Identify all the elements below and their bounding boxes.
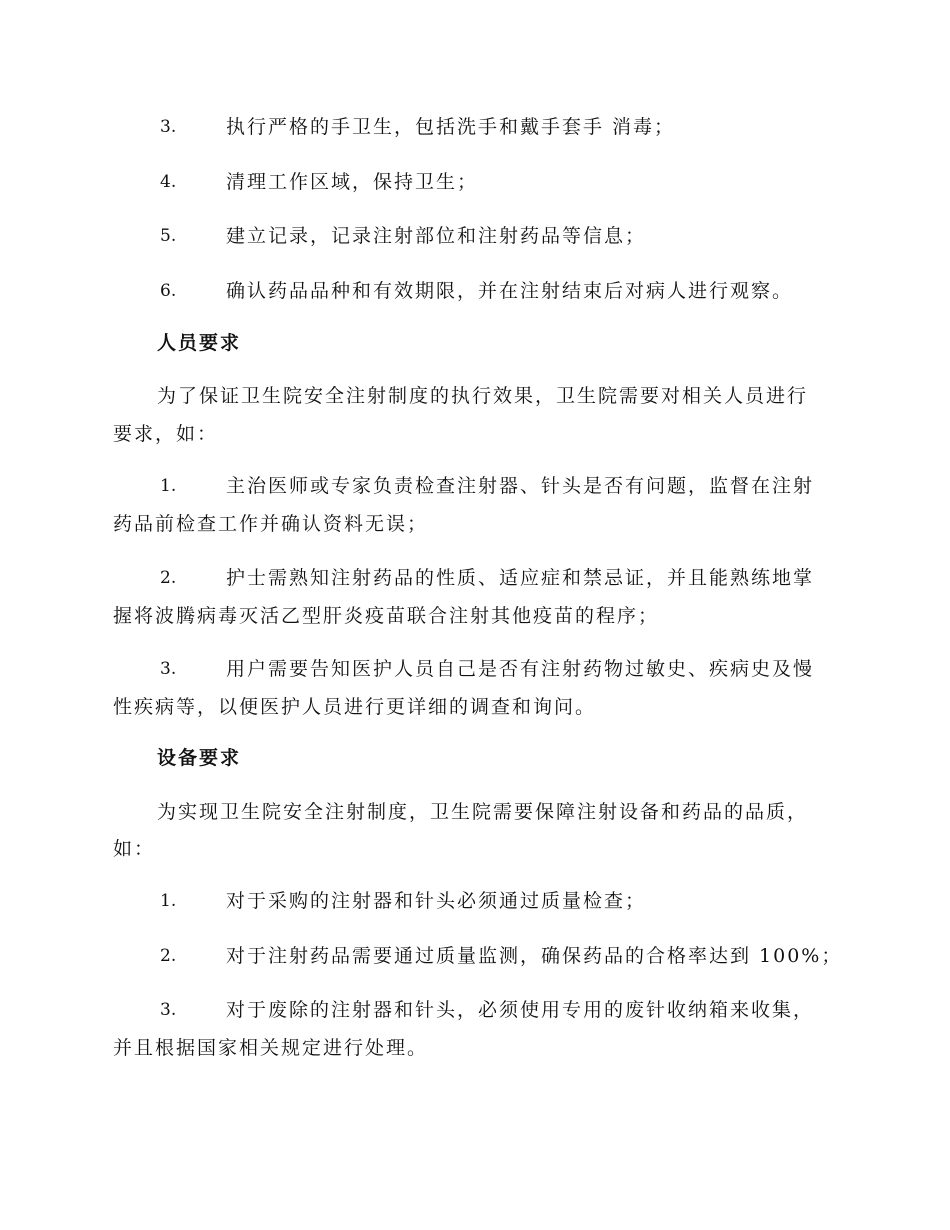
list-item-text: 对于注射药品需要通过质量监测，确保药品的合格率达到 100%；: [226, 945, 843, 967]
list-item-text-cont: 性疾病等，以便医护人员进行更详细的调查和询问。: [113, 696, 597, 718]
list-item-text: 护士需熟知注射药品的性质、适应症和禁忌证，并且能熟练地掌: [226, 567, 815, 589]
paragraph-line: 要求，如：: [113, 423, 219, 445]
section-heading-equipment: 设备要求: [157, 747, 242, 769]
list-item-text: 执行严格的手卫生，包括洗手和戴手套手 消毒；: [226, 116, 676, 138]
section-heading-personnel: 人员要求: [157, 332, 242, 354]
list-number: 4.: [160, 172, 177, 192]
list-number: 2.: [160, 946, 177, 966]
paragraph-line: 为实现卫生院安全注射制度，卫生院需要保障注射设备和药品的品质，: [157, 801, 809, 823]
list-item-text: 确认药品品种和有效期限，并在注射结束后对病人进行观察。: [226, 280, 794, 302]
list-item-text: 对于废除的注射器和针头，必须使用专用的废针收纳箱来收集，: [226, 999, 815, 1021]
paragraph-line: 为了保证卫生院安全注射制度的执行效果，卫生院需要对相关人员进行: [157, 385, 809, 407]
list-item-text-cont: 药品前检查工作并确认资料无误；: [113, 513, 429, 535]
list-number: 3.: [160, 659, 177, 679]
list-number: 1.: [160, 891, 177, 911]
list-number: 6.: [160, 281, 177, 301]
list-number: 1.: [160, 476, 177, 496]
list-item-text: 清理工作区域，保持卫生；: [226, 171, 479, 193]
list-number: 3.: [160, 117, 177, 137]
list-number: 3.: [160, 1000, 177, 1020]
list-item-text: 用户需要告知医护人员自己是否有注射药物过敏史、疾病史及慢: [226, 658, 815, 680]
list-item-text-cont: 握将波腾病毒灭活乙型肝炎疫苗联合注射其他疫苗的程序；: [113, 605, 660, 627]
list-item-text: 对于采购的注射器和针头必须通过质量检查；: [226, 890, 647, 912]
paragraph-line: 如：: [113, 838, 156, 860]
list-number: 5.: [160, 226, 177, 246]
list-item-text: 建立记录，记录注射部位和注射药品等信息；: [226, 225, 647, 247]
list-item-text-cont: 并且根据国家相关规定进行处理。: [113, 1037, 429, 1059]
list-item-text: 主治医师或专家负责检查注射器、针头是否有问题，监督在注射: [226, 475, 815, 497]
list-number: 2.: [160, 568, 177, 588]
